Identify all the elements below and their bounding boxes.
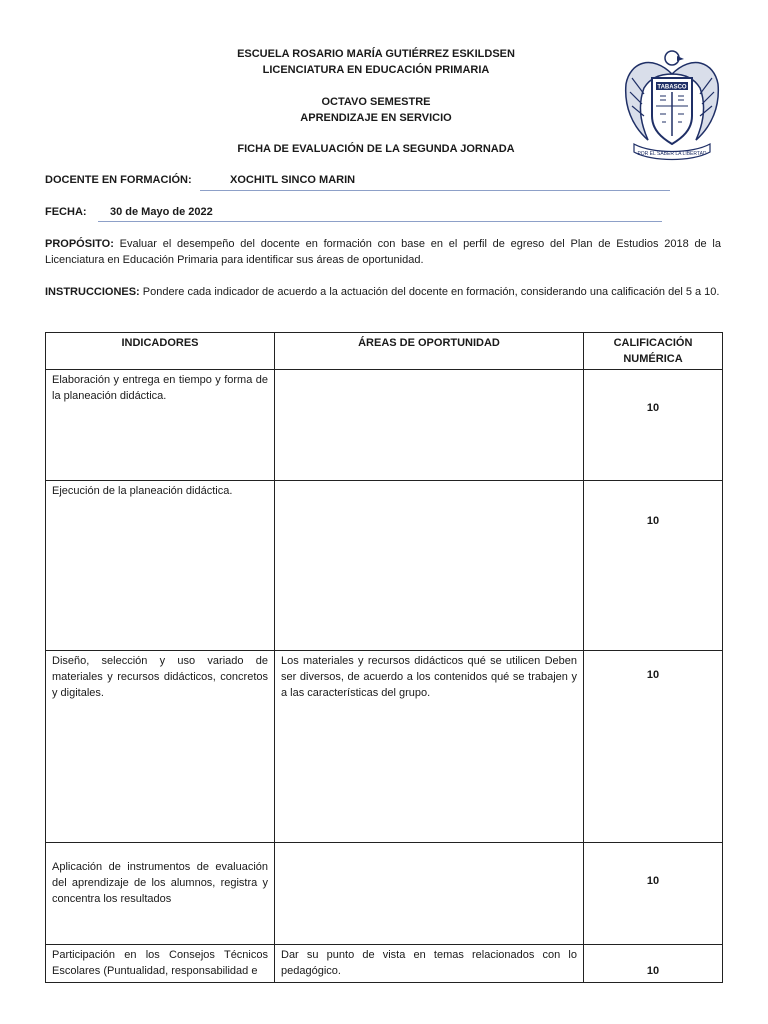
- score-cell: [584, 945, 723, 983]
- teacher-underline: [200, 190, 670, 191]
- indicator-cell: Elaboración y entrega en tiempo y forma de la planeación didáctica.: [46, 370, 275, 481]
- purpose-label: PROPÓSITO:: [45, 238, 114, 250]
- header-score-line1: CALIFICACIÓN: [613, 337, 693, 349]
- score-cell: [584, 651, 723, 843]
- purpose-paragraph: [45, 236, 721, 268]
- header-areas: ÁREAS DE OPORTUNIDAD: [275, 333, 584, 370]
- score-value: 10: [646, 669, 660, 681]
- score-value: 10: [646, 875, 660, 887]
- table-row: [46, 843, 723, 945]
- crest-motto: POR EL SABER LA LIBERTAD: [637, 151, 707, 157]
- table-row: [46, 651, 723, 843]
- table-row: [46, 945, 723, 983]
- indicator-cell: Participación en los Consejos Técnicos Escolares (Puntualidad, responsabilidad e: [46, 945, 275, 983]
- score-value: 10: [646, 965, 660, 977]
- date-value: 30 de Mayo de 2022: [110, 206, 213, 218]
- indicator-cell: Ejecución de la planeación didáctica.: [46, 481, 275, 651]
- score-cell: [584, 370, 723, 481]
- instructions-paragraph: [45, 284, 721, 300]
- instructions-text: Pondere cada indicador de acuerdo a la actuación del docente en formación, considerando una calificación del 5 a 10.: [142, 286, 720, 298]
- date-underline: [98, 221, 662, 222]
- area-cell: Dar su punto de vista en temas relacionados con lo pedagógico.: [275, 945, 584, 983]
- header-indicators: INDICADORES: [46, 333, 275, 370]
- school-name: ESCUELA ROSARIO MARÍA GUTIÉRREZ ESKILDSEN: [237, 48, 515, 60]
- score-cell: [584, 481, 723, 651]
- course-name: APRENDIZAJE EN SERVICIO: [300, 112, 452, 124]
- evaluation-table: [45, 332, 723, 983]
- indicator-text: Aplicación de instrumentos de evaluación del aprendizaje de los alumnos, registra y concentra los resultados: [52, 861, 268, 905]
- semester: OCTAVO SEMESTRE: [321, 96, 431, 108]
- teacher-label: DOCENTE EN FORMACIÓN:: [45, 174, 192, 186]
- area-cell: Los materiales y recursos didácticos qué se utilicen Deben ser diversos, de acuerdo a los contenidos qué se trabajen y a las características del grupo.: [275, 651, 584, 843]
- form-title: FICHA DE EVALUACIÓN DE LA SEGUNDA JORNADA: [237, 143, 515, 155]
- area-cell: [275, 843, 584, 945]
- date-label: FECHA:: [45, 206, 87, 218]
- table-row: [46, 370, 723, 481]
- score-value: 10: [646, 402, 660, 414]
- table-row: [46, 481, 723, 651]
- school-crest-icon: [622, 44, 722, 162]
- score-value: 10: [646, 515, 660, 527]
- area-cell: [275, 481, 584, 651]
- header-score-line2: NUMÉRICA: [623, 353, 683, 365]
- teacher-value: XOCHITL SINCO MARIN: [230, 174, 356, 186]
- score-cell: [584, 843, 723, 945]
- degree-name: LICENCIATURA EN EDUCACIÓN PRIMARIA: [262, 64, 490, 76]
- crest-top-text: TABASCO: [657, 84, 687, 91]
- instructions-label: INSTRUCCIONES:: [45, 286, 140, 298]
- header-score: [584, 333, 723, 370]
- table-header-row: [46, 333, 723, 370]
- purpose-text: Evaluar el desempeño del docente en formación con base en el perfil de egreso del Plan de Estudios 2018 de la Licenciatura en Educación Primaria para identificar sus áreas de oportunidad.: [45, 238, 721, 266]
- indicator-cell: [46, 843, 275, 945]
- indicator-cell: Diseño, selección y uso variado de materiales y recursos didácticos, concretos y digitales.: [46, 651, 275, 843]
- area-cell: [275, 370, 584, 481]
